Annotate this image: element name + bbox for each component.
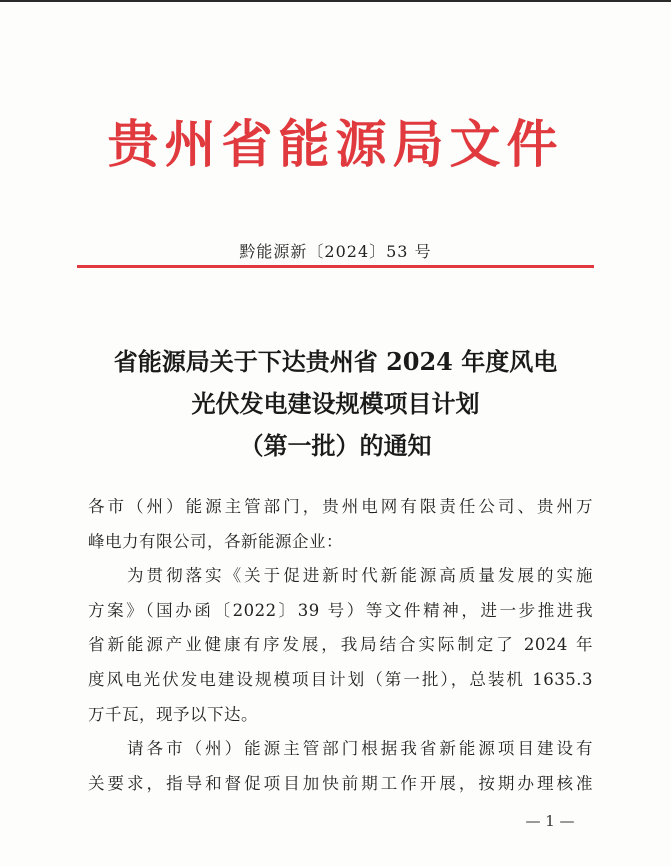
page-number: — 1 —	[525, 812, 575, 830]
document-number: 黔能源新〔2024〕53 号	[239, 242, 432, 261]
body-line: 度风电光伏发电建设规模项目计划（第一批），总装机 1635.3	[88, 669, 593, 689]
body-line: 方案》（国办函〔2022〕39 号）等文件精神，进一步推进我	[88, 600, 593, 620]
body-line: 各市（州）能源主管部门，贵州电网有限责任公司、贵州万	[88, 497, 593, 516]
body-line: 请各市（州）能源主管部门根据我省新能源项目建设有	[88, 739, 593, 759]
notice-heading	[0, 341, 671, 467]
red-separator-line	[77, 265, 594, 268]
body-line: 省新能源产业健康有序发展，我局结合实际制定了 2024 年	[88, 635, 593, 655]
heading-line: （第一批）的通知	[239, 431, 432, 460]
body-line: 为贯彻落实《关于促进新时代新能源高质量发展的实施	[88, 566, 593, 586]
heading-line: 省能源局关于下达贵州省 2024 年度风电	[113, 347, 558, 376]
notice-body	[88, 490, 593, 801]
issuing-org-title: 贵州省能源局文件	[107, 115, 564, 175]
body-line: 万千瓦，现予以下达。	[88, 704, 258, 724]
body-line: 峰电力有限公司，各新能源企业：	[88, 531, 343, 551]
body-line: 关要求，指导和督促项目加快前期工作开展，按期办理核准	[88, 773, 593, 793]
heading-line: 光伏发电建设规模项目计划	[191, 389, 480, 418]
page-top-edge	[0, 0, 671, 2]
